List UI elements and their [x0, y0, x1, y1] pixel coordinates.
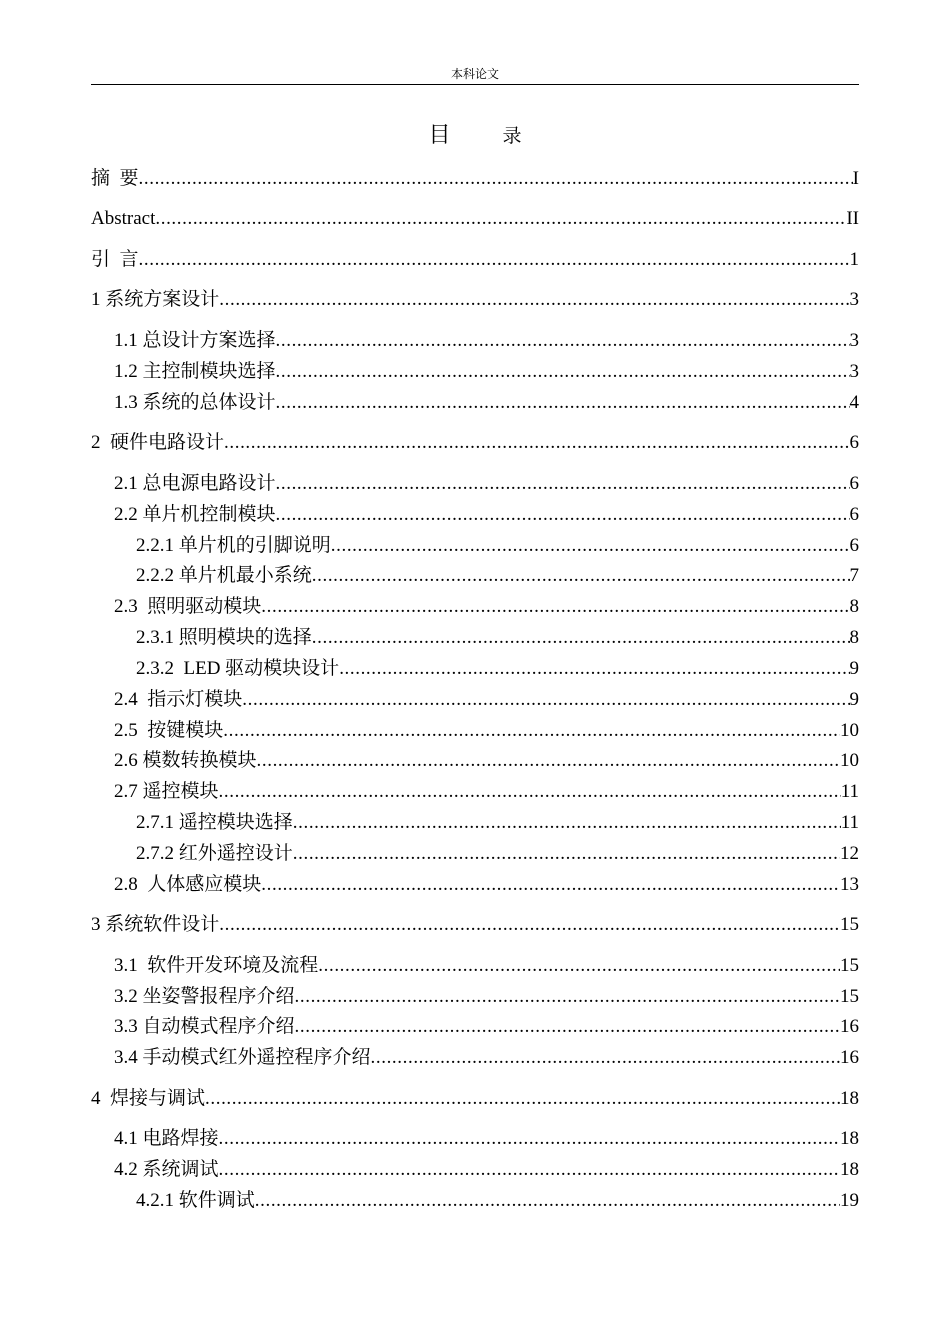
toc-entry-page: 3 [849, 361, 859, 382]
toc-entry-label: 1.3 系统的总体设计 [114, 392, 276, 413]
toc-entry-4-1[interactable] [114, 1126, 859, 1152]
toc-entry-label: 2.7.1 遥控模块选择 [136, 812, 293, 833]
toc-leader [257, 748, 840, 774]
toc-leader [293, 841, 840, 867]
toc-leader [255, 1188, 840, 1214]
toc-leader [331, 533, 850, 559]
toc-entry-page: 18 [840, 1088, 859, 1109]
toc-entry-page: 19 [840, 1190, 859, 1211]
toc-leader [219, 1157, 840, 1183]
toc-entry-label: 4.1 电路焊接 [114, 1128, 219, 1149]
toc-entry-label: 3.4 手动模式红外遥控程序介绍 [114, 1047, 371, 1068]
toc-entry-2-5[interactable] [114, 718, 859, 744]
toc-title-char-2: 录 [502, 125, 522, 147]
toc-leader [224, 430, 849, 456]
toc-entry-page: 10 [840, 750, 859, 771]
toc-leader [295, 984, 840, 1010]
toc-entry-label: 4.2 系统调试 [114, 1159, 219, 1180]
toc-entry-2-2-2[interactable] [136, 563, 859, 589]
toc-leader [219, 912, 840, 938]
toc-leader [261, 872, 840, 898]
toc-entry-page: 7 [849, 565, 859, 586]
toc-title [0, 120, 950, 152]
toc-entry-label: 2.2 单片机控制模块 [114, 504, 276, 525]
toc-entry-page: 15 [840, 986, 859, 1007]
toc-entry-2-7-2[interactable] [136, 841, 859, 867]
toc-entry-page: 8 [849, 627, 859, 648]
toc-entry-4-2-1[interactable] [136, 1188, 859, 1214]
toc-entry-3-4[interactable] [114, 1045, 859, 1071]
toc-entry-2-4[interactable] [114, 687, 859, 713]
toc-entry-label: 3.2 坐姿警报程序介绍 [114, 986, 295, 1007]
toc-entry-label: 2.3.2 LED 驱动模块设计 [136, 658, 340, 679]
toc-entry-label: 2.3.1 照明模块的选择 [136, 627, 312, 648]
toc-entry-introduction[interactable] [91, 247, 859, 273]
toc-entry-2-3-2[interactable] [136, 656, 859, 682]
toc-entry-page: 3 [849, 289, 859, 310]
toc-entry-page: 15 [840, 914, 859, 935]
toc-leader [219, 1126, 840, 1152]
toc-leader [295, 1014, 840, 1040]
toc-entry-label: 2.6 模数转换模块 [114, 750, 257, 771]
toc-entry-page: 12 [840, 843, 859, 864]
toc-entry-2-2-1[interactable] [136, 533, 859, 559]
toc-leader [219, 287, 849, 313]
toc-entry-page: 1 [849, 249, 859, 270]
toc-entry-page: 16 [840, 1016, 859, 1037]
toc-leader [276, 502, 850, 528]
toc-entry-2-3[interactable] [114, 594, 859, 620]
toc-entry-1-2[interactable] [114, 359, 859, 385]
toc-entry-page: 6 [849, 432, 859, 453]
toc-leader [339, 656, 849, 682]
toc-entry-label: Abstract [91, 208, 156, 229]
toc-entry-1-3[interactable] [114, 390, 859, 416]
page-header: 本科论文 [91, 66, 859, 85]
toc-entry-page: 6 [849, 535, 859, 556]
toc-leader [242, 687, 849, 713]
toc-leader [155, 206, 846, 232]
toc-entry-chapter-4[interactable] [91, 1086, 859, 1112]
toc-entry-page: 4 [849, 392, 859, 413]
toc-entry-page: 9 [849, 689, 859, 710]
toc-entry-3-1[interactable] [114, 953, 859, 979]
toc-entry-label: 4 焊接与调试 [91, 1088, 206, 1109]
toc-leader [205, 1086, 840, 1112]
toc-entry-page: II [846, 208, 859, 229]
toc-entry-4-2[interactable] [114, 1157, 859, 1183]
toc-leader [223, 718, 840, 744]
toc-leader [276, 471, 850, 497]
toc-leader [139, 166, 853, 192]
toc-entry-label: 2 硬件电路设计 [91, 432, 225, 453]
toc-entry-2-3-1[interactable] [136, 625, 859, 651]
toc-leader [276, 328, 850, 354]
toc-entry-page: I [852, 168, 859, 189]
toc-entry-page: 18 [840, 1159, 859, 1180]
toc-entry-page: 10 [840, 720, 859, 741]
toc-leader [293, 810, 841, 836]
toc-entry-page: 18 [840, 1128, 859, 1149]
toc-entry-page: 15 [840, 955, 859, 976]
toc-entry-label: 1.1 总设计方案选择 [114, 330, 276, 351]
toc-leader [139, 247, 850, 273]
toc-entry-label: 2.5 按键模块 [114, 720, 224, 741]
toc-entry-page: 13 [840, 874, 859, 895]
toc-entry-label: 2.7 遥控模块 [114, 781, 219, 802]
toc-entry-label: 2.2.2 单片机最小系统 [136, 565, 312, 586]
toc-entry-label: 3.3 自动模式程序介绍 [114, 1016, 295, 1037]
toc-entry-1-1[interactable] [114, 328, 859, 354]
toc-entry-2-7-1[interactable] [136, 810, 859, 836]
toc-entry-2-8[interactable] [114, 872, 859, 898]
toc-entry-3-2[interactable] [114, 984, 859, 1010]
toc-entry-page: 9 [849, 658, 859, 679]
toc-entry-abstract-en[interactable] [91, 206, 859, 232]
toc-entry-page: 3 [849, 330, 859, 351]
toc-entry-page: 8 [849, 596, 859, 617]
toc-leader [276, 390, 850, 416]
toc-entry-label: 2.8 人体感应模块 [114, 874, 262, 895]
toc-leader [276, 359, 850, 385]
toc-entry-label: 摘 要 [91, 168, 139, 189]
toc-entry-label: 2.2.1 单片机的引脚说明 [136, 535, 331, 556]
toc-entry-label: 2.7.2 红外遥控设计 [136, 843, 293, 864]
toc-entry-2-6[interactable] [114, 748, 859, 774]
toc-leader [261, 594, 849, 620]
toc-entry-chapter-1[interactable] [91, 287, 859, 313]
toc-entry-label: 1 系统方案设计 [91, 289, 220, 310]
toc-entry-page: 11 [840, 812, 859, 833]
toc-leader [371, 1045, 840, 1071]
toc-entry-label: 2.3 照明驱动模块 [114, 596, 262, 617]
toc-entry-label: 4.2.1 软件调试 [136, 1190, 255, 1211]
toc-entry-2-1[interactable] [114, 471, 859, 497]
toc-leader [312, 625, 850, 651]
toc-leader [312, 563, 850, 589]
toc-entry-page: 6 [849, 473, 859, 494]
toc-leader [219, 779, 841, 805]
toc-entry-label: 2.1 总电源电路设计 [114, 473, 276, 494]
toc-entry-label: 3.1 软件开发环境及流程 [114, 955, 319, 976]
toc-entry-page: 6 [849, 504, 859, 525]
toc-entry-abstract-cn[interactable] [91, 166, 859, 192]
toc-entry-chapter-2[interactable] [91, 430, 859, 456]
toc-entry-chapter-3[interactable] [91, 912, 859, 938]
toc-entry-2-2[interactable] [114, 502, 859, 528]
toc-entry-page: 16 [840, 1047, 859, 1068]
toc-title-char-1: 目 [428, 123, 451, 148]
toc-entry-label: 3 系统软件设计 [91, 914, 220, 935]
toc-entry-3-3[interactable] [114, 1014, 859, 1040]
toc-entry-page: 11 [840, 781, 859, 802]
toc-entry-label: 2.4 指示灯模块 [114, 689, 243, 710]
toc-entry-2-7[interactable] [114, 779, 859, 805]
toc-entry-label: 1.2 主控制模块选择 [114, 361, 276, 382]
toc-entry-label: 引 言 [91, 249, 139, 270]
toc-leader [318, 953, 840, 979]
